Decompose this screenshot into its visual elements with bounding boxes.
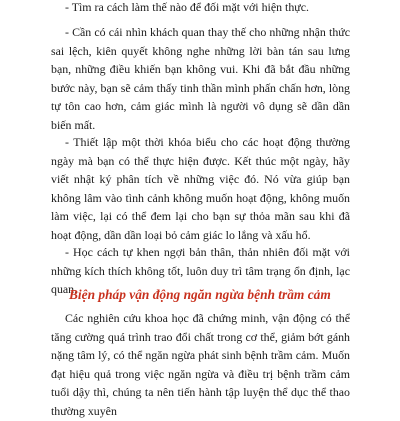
paragraph-face-reality: - Tìm ra cách làm thế nào để đối mặt với hiện thực. [65,0,309,14]
section-heading: Biện pháp vận động ngăn ngừa bệnh trầm cảm [69,287,331,302]
paragraph-daily-schedule: - Thiết lập một thời khóa biểu cho các hoạt động thường ngày mà bạn có thể thực hiện được. Kết thúc một ngày, hãy viết nhật ký phân tích về những việc đó. Nó vừa giúp bạn không lâm vào tình cảnh không muốn hoạt động, không muốn làm việc, lại có thể đem lại cho bạn sự thỏa mãn sau khi đã hoạt động, dần dần loại bỏ cảm giác lo lắng và xấu hổ. [51,135,350,242]
paragraph-exercise-research: Các nghiên cứu khoa học đã chứng minh, vận động có thể tăng cường quá trình trao đổi chất trong cơ thể, giảm bớt gánh nặng tâm lý, có thể ngăn ngừa phát sinh bệnh trầm cảm. Muốn đạt hiệu quả trong việc ngăn ngừa và điều trị bệnh trầm cảm tuổi dậy thì, chúng ta nên tiến hành tập luyện thể dục thể thao thường xuyên [51,311,350,418]
paragraph-self-praise: - Học cách tự khen ngợi bản thân, thản nhiên đối mặt với những kích thích không tốt, luôn duy trì tâm trạng ổn định, lạc quan. [51,245,350,297]
paragraph-objective-view: - Cần có cái nhìn khách quan thay thế cho những nhận thức sai lệch, kiên quyết không nghe những lời bàn tán sau lưng bạn, những điều khiến bạn không vui. Khi đã bắt đầu những bước này, bạn sẽ cảm thấy tinh thần mình phấn chấn hơn, lòng tự tôn cao hơn, cảm giác mình là người vô dụng sẽ dần dần biến mất. [51,25,350,132]
